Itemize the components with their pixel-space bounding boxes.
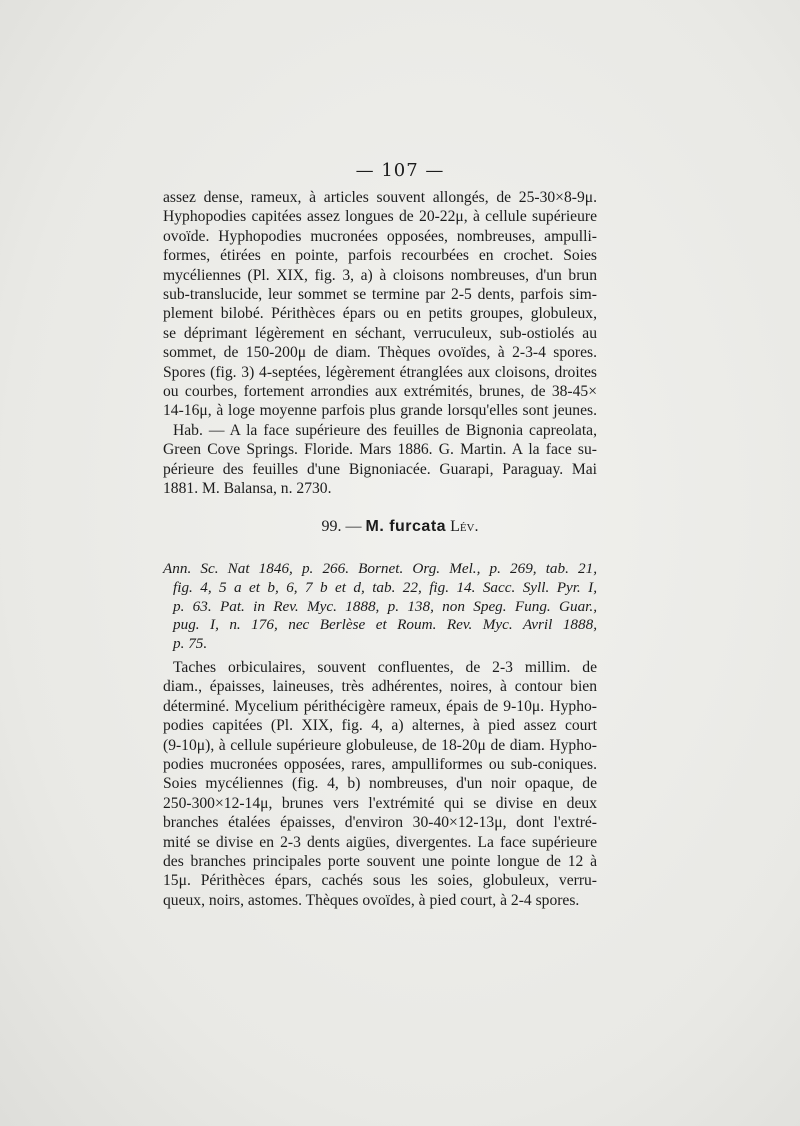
text-line: podies capitées (Pl. XIX, fig. 4, a) alternes, à pied assez court	[163, 717, 597, 735]
text-line: diam., épaisses, laineuses, très adhérentes, noires, à contour bien	[163, 678, 597, 696]
text-line: Taches orbiculaires, souvent confluentes, de 2-3 millim. de	[173, 659, 597, 676]
text-line: se déprimant légèrement en séchant, verruculeux, sub-ostiolés au	[163, 324, 597, 342]
text-line: Soies mycéliennes (fig. 4, b) nombreuses, d'un noir opaque, de	[163, 775, 597, 793]
text-line: (9-10μ), à cellule supérieure globuleuse, de 18-20μ de diam. Hypho-	[163, 736, 597, 754]
text-line: des branches principales porte souvent une pointe longue de 12 à	[163, 853, 597, 871]
text-line: queux, noirs, astomes. Thèques ovoïdes, à pied court, à 2-4 spores.	[163, 891, 580, 909]
text-line: déterminé. Mycelium périthécigère rameux, épais de 9-10μ. Hypho-	[163, 697, 597, 715]
species-number: 99. —	[321, 518, 362, 535]
text-line: 1881. M. Balansa, n. 2730.	[163, 480, 332, 498]
text-line: périeure des feuilles d'une Bignoniacée. Guarapi, Paraguay. Mai	[163, 460, 597, 478]
page-number: — 107 —	[355, 160, 445, 181]
text-line: mité se divise en 2-3 dents aigües, divergentes. La face supérieure	[163, 833, 597, 851]
text-line: assez dense, rameux, à articles souvent allongés, de 25-30×8-9μ.	[163, 189, 597, 206]
text-line: 15μ. Périthèces épars, cachés sous les soies, globuleux, verru-	[163, 872, 597, 890]
text-line: formes, étirées en pointe, parfois recourbées en crochet. Soies	[163, 247, 597, 265]
citation-line: fig. 4, 5 a et b, 6, 7 b et d, tab. 22, fig. 14. Sacc. Syll. Pyr. I,	[173, 578, 597, 596]
text-line: branches étalées épaisses, d'environ 30-40×12-13μ, dont l'extré-	[163, 814, 597, 832]
citation-line: pug. I, n. 176, nec Berlèse et Roum. Rev. Myc. Avril 1888,	[173, 616, 597, 634]
text-line: sub-translucide, leur sommet se termine par 2-5 dents, parfois sim-	[163, 286, 597, 304]
species-name: M. furcata	[365, 518, 447, 535]
species-heading	[0, 518, 800, 536]
citation-line: p. 75.	[173, 635, 208, 653]
paragraph-description-continued	[163, 188, 597, 499]
habitat-line: Hab. — A la face supérieure des feuilles de Bignonia capreolata,	[173, 421, 597, 439]
text-line: 250-300×12-14μ, brunes vers l'extrémité qui se divise en deux	[163, 794, 597, 812]
text-line: Spores (fig. 3) 4-septées, légèrement étranglées aux cloisons, droites	[163, 363, 597, 381]
citation-block	[163, 560, 597, 654]
citation-line: Ann. Sc. Nat 1846, p. 266. Bornet. Org. Mel., p. 269, tab. 21,	[163, 560, 597, 577]
paragraph-description	[163, 658, 597, 910]
text-line: podies mucronées opposées, rares, ampulliformes ou sub-coniques.	[163, 756, 597, 774]
text-line: plement bilobé. Périthèces épars ou en petits groupes, globuleux,	[163, 305, 597, 323]
text-line: Green Cove Springs. Floride. Mars 1886. G. Martin. A la face su-	[163, 441, 597, 459]
text-line: mycéliennes (Pl. XIX, fig. 3, a) à cloisons nombreuses, d'un brun	[163, 266, 597, 284]
text-line: ou courbes, fortement arrondies aux extrémités, brunes, de 38-45×	[163, 383, 597, 401]
text-line: sommet, de 150-200μ de diam. Thèques ovoïdes, à 2-3-4 spores.	[163, 344, 597, 362]
text-line: Hyphopodies capitées assez longues de 20-22μ, à cellule supérieure	[163, 208, 597, 226]
text-line: 14-16μ, à loge moyenne parfois plus grande lorsqu'elles sont jeunes.	[163, 402, 597, 420]
text-line: ovoïde. Hyphopodies mucronées opposées, nombreuses, ampulli-	[163, 227, 597, 245]
citation-line: p. 63. Pat. in Rev. Myc. 1888, p. 138, non Speg. Fung. Guar.,	[173, 597, 597, 615]
species-author: Lév.	[450, 518, 479, 535]
